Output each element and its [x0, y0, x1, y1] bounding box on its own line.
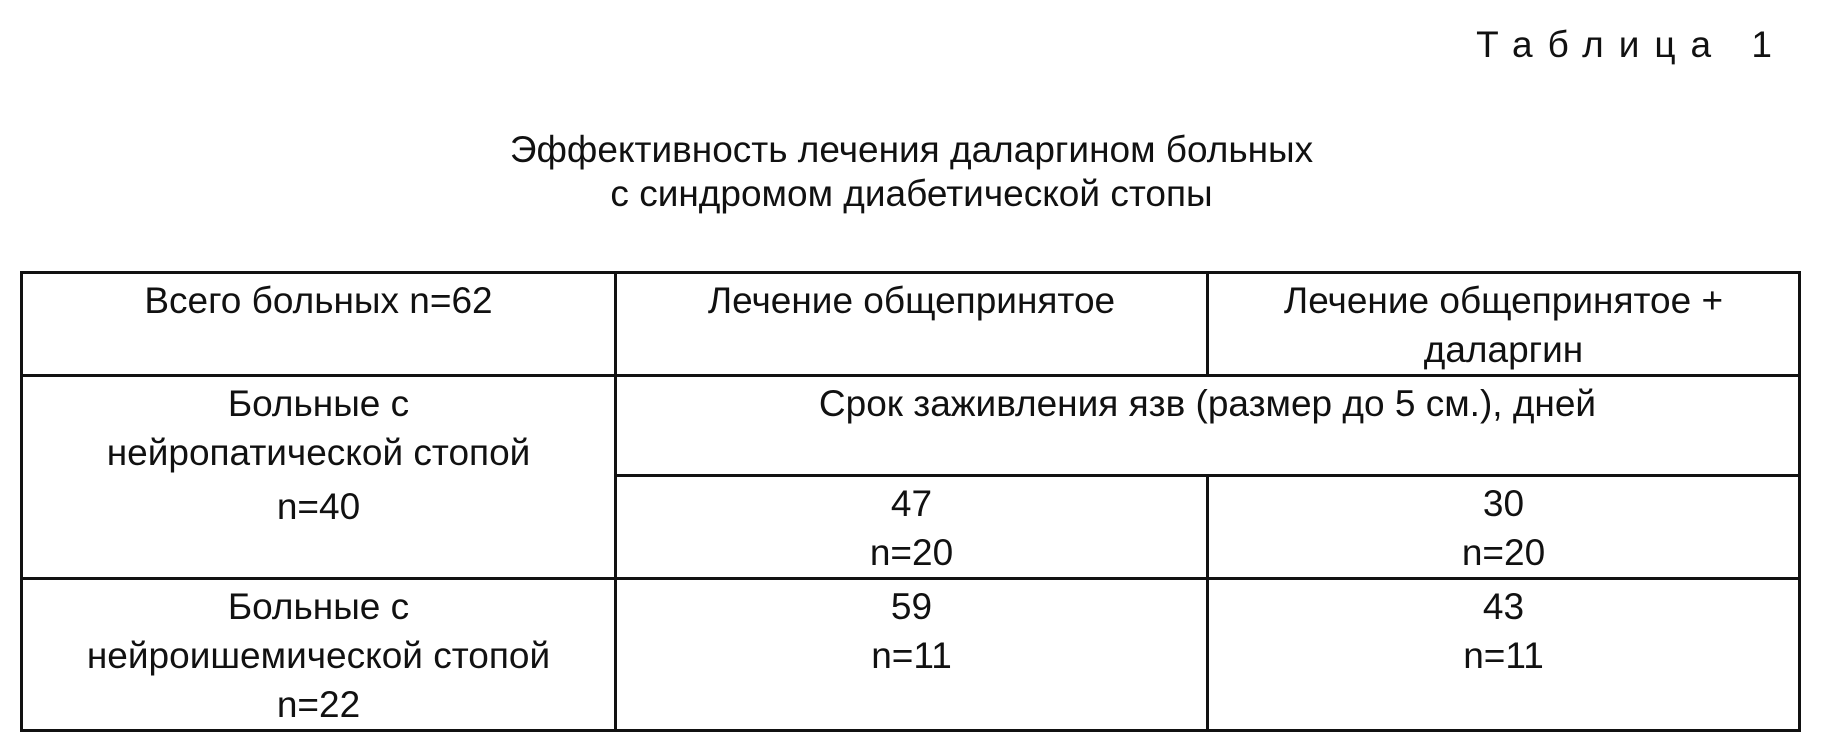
header-total-patients	[22, 273, 616, 376]
table-header-row	[22, 273, 1800, 376]
table-number: Таблица 1	[1476, 24, 1787, 65]
group-neuropathic-count: n=40	[276, 486, 361, 527]
neuropathic-standard-n: n=20	[869, 532, 954, 573]
header-standard-treatment-text: Лечение общепринятое	[707, 280, 1116, 321]
neuropathic-dalargin-n: n=20	[1461, 532, 1546, 573]
healing-period-label-text: Срок заживления язв (размер до 5 см.), дней	[818, 383, 1597, 424]
header-dalargin-treatment	[1208, 273, 1800, 376]
header-total-patients-text: Всего больных n=62	[144, 280, 493, 321]
group-neuroischemic-count: n=22	[276, 684, 361, 725]
results-table	[20, 271, 1801, 732]
healing-period-label	[616, 376, 1800, 476]
table-row-span-label	[22, 376, 1800, 476]
table-title-line-1: Эффективность лечения даларгином больных	[509, 129, 1314, 170]
group-neuropathic-line-1: Больные с	[227, 383, 410, 424]
group-neuroischemic-line-1: Больные с	[227, 586, 410, 627]
neuropathic-standard-cell	[616, 476, 1208, 579]
group-neuropathic	[22, 376, 616, 579]
table-row-neuroischemic	[22, 579, 1800, 731]
neuroischemic-dalargin-n: n=11	[1463, 635, 1544, 676]
neuropathic-standard-days: 47	[890, 483, 933, 524]
table-title	[0, 128, 1823, 216]
neuroischemic-dalargin-days: 43	[1482, 586, 1525, 627]
group-neuropathic-line-2: нейропатической стопой	[106, 432, 531, 473]
header-dalargin-line-1: Лечение общепринятое +	[1283, 280, 1724, 321]
group-neuroischemic	[22, 579, 616, 731]
neuroischemic-dalargin-cell	[1208, 579, 1800, 731]
header-standard-treatment	[616, 273, 1208, 376]
neuropathic-dalargin-cell	[1208, 476, 1800, 579]
neuroischemic-standard-days: 59	[890, 586, 933, 627]
header-dalargin-line-2: даларгин	[1423, 329, 1584, 370]
group-neuroischemic-line-2: нейроишемической стопой	[86, 635, 551, 676]
neuroischemic-standard-cell	[616, 579, 1208, 731]
neuropathic-dalargin-days: 30	[1482, 483, 1525, 524]
neuroischemic-standard-n: n=11	[871, 635, 952, 676]
table-title-line-2: с синдромом диабетической стопы	[610, 173, 1213, 214]
